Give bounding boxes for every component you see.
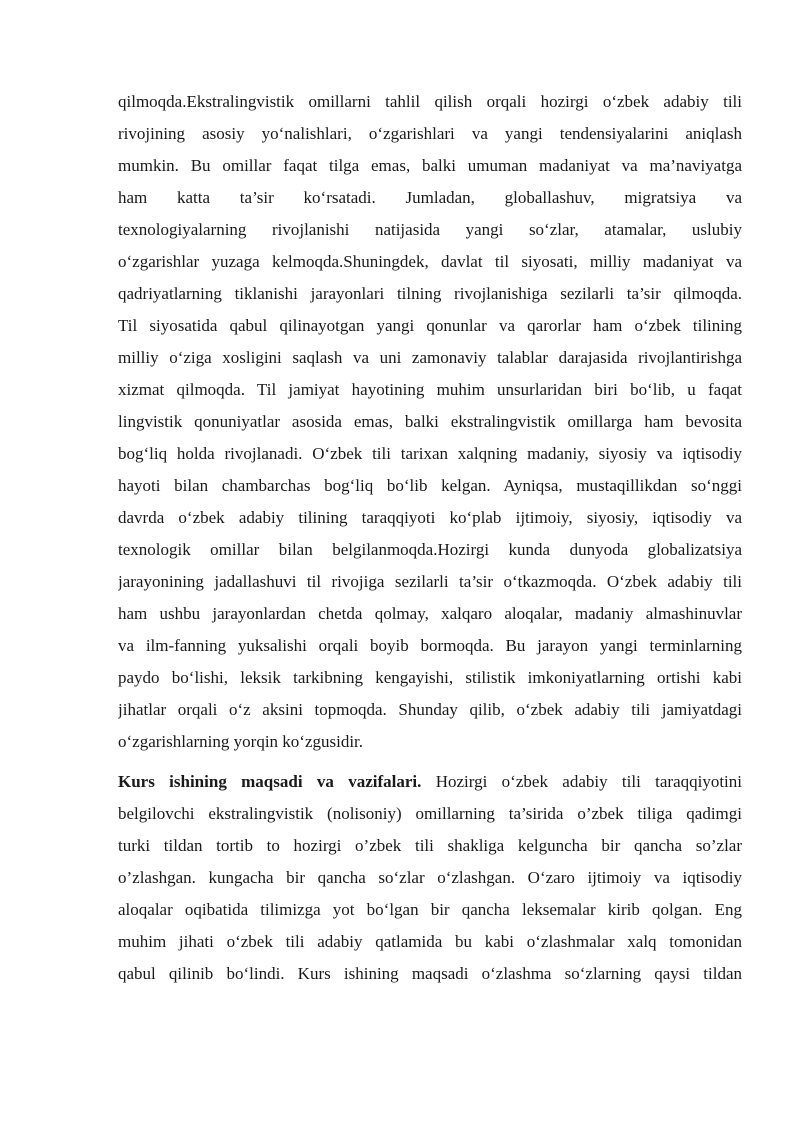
paragraph [118, 766, 742, 990]
section-heading: Kurs ishining maqsadi va vazifalari. [118, 772, 422, 791]
text-line: o‘zgarishlarning yorqin ko‘zgusidir. [118, 732, 364, 751]
text-line: paydo bo‘lishi, leksik tarkibning kengayishi, stilistik imkoniyatlarning ortishi kabi [118, 668, 742, 687]
text-line: milliy o‘ziga xosligini saqlash va uni zamonaviy talablar darajasida rivojlantirishga [118, 348, 742, 367]
text-line: o’zlashgan. kungacha bir qancha so‘zlar o‘zlashgan. O‘zaro ijtimoiy va iqtisodiy [118, 868, 742, 887]
text-line: bog‘liq holda rivojlanadi. O‘zbek tili tarixan xalqning madaniy, siyosiy va iqtisodiy [118, 444, 742, 463]
document-body [118, 86, 742, 990]
text-line: belgilovchi ekstralingvistik (nolisoniy) omillarning ta’sirida o’zbek tiliga qadimgi [118, 804, 742, 823]
text-line: qilmoqda.Ekstralingvistik omillarni tahlil qilish orqali hozirgi o‘zbek adabiy tili [118, 92, 742, 111]
text-line: rivojining asosiy yo‘nalishlari, o‘zgarishlari va yangi tendensiyalarini aniqlash [118, 124, 742, 143]
text-line: texnologiyalarning rivojlanishi natijasida yangi so‘zlar, atamalar, uslubiy [118, 220, 742, 239]
text-line: o‘zgarishlar yuzaga kelmoqda.Shuningdek, davlat til siyosati, milliy madaniyat va [118, 252, 742, 271]
text-line: texnologik omillar bilan belgilanmoqda.Hozirgi kunda dunyoda globalizatsiya [118, 540, 742, 559]
text-line: ham ushbu jarayonlardan chetda qolmay, xalqaro aloqalar, madaniy almashinuvlar [118, 604, 742, 623]
text-line: qabul qilinib bo‘lindi. Kurs ishining maqsadi o‘zlashma so‘zlarning qaysi tildan [118, 964, 742, 983]
text-line: jarayonining jadallashuvi til rivojiga sezilarli ta’sir o‘tkazmoqda. O‘zbek adabiy tili [118, 572, 742, 591]
text-line: jihatlar orqali o‘z aksini topmoqda. Shunday qilib, o‘zbek adabiy tili jamiyatdagi [118, 700, 742, 719]
text-line: turki tildan tortib to hozirgi o’zbek tili shakliga kelguncha bir qancha so’zlar [118, 836, 742, 855]
text-line: ham katta ta’sir ko‘rsatadi. Jumladan, globallashuv, migratsiya va [118, 188, 742, 207]
text-line: muhim jihati o‘zbek tili adabiy qatlamida bu kabi o‘zlashmalar xalq tomonidan [118, 932, 742, 951]
text-line: qadriyatlarning tiklanishi jarayonlari tilning rivojlanishiga sezilarli ta’sir qilmoqda. [118, 284, 742, 303]
text-run: Hozirgi o‘zbek adabiy tili taraqqiyotini [435, 772, 742, 791]
text-line: va ilm-fanning yuksalishi orqali boyib bormoqda. Bu jarayon yangi terminlarning [118, 636, 742, 655]
text-line: aloqalar oqibatida tilimizga yot bo‘lgan bir qancha leksemalar kirib qolgan. Eng [118, 900, 742, 919]
text-line: lingvistik qonuniyatlar asosida emas, balki ekstralingvistik omillarga ham bevosita [118, 412, 742, 431]
text-line: davrda o‘zbek adabiy tilining taraqqiyoti ko‘plab ijtimoiy, siyosiy, iqtisodiy va [118, 508, 742, 527]
paragraph [118, 86, 742, 758]
text-line: xizmat qilmoqda. Til jamiyat hayotining muhim unsurlaridan biri bo‘lib, u faqat [118, 380, 742, 399]
paragraph-spacer [118, 758, 742, 766]
text-line: hayoti bilan chambarchas bog‘liq bo‘lib kelgan. Ayniqsa, mustaqillikdan so‘nggi [118, 476, 742, 495]
text-line: mumkin. Bu omillar faqat tilga emas, balki umuman madaniyat va ma’naviyatga [118, 156, 742, 175]
text-line: Til siyosatida qabul qilinayotgan yangi qonunlar va qarorlar ham o‘zbek tilining [118, 316, 742, 335]
text-line [118, 766, 742, 798]
